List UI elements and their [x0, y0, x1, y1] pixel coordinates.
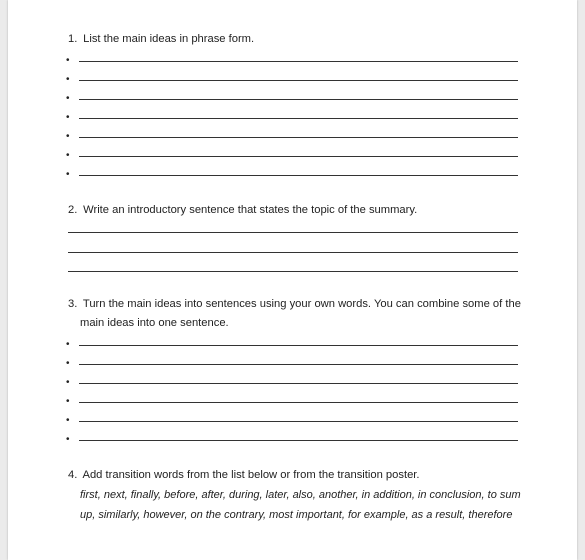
answer-rule: [79, 156, 518, 157]
bullet: •: [66, 396, 70, 407]
answer-rule: [79, 345, 518, 346]
question-1: [68, 30, 254, 49]
bullet: •: [66, 112, 70, 123]
answer-rule: [79, 402, 518, 403]
question-4-number: 4.: [68, 469, 78, 481]
answer-rule: [68, 252, 518, 253]
question-2-number: 2.: [68, 204, 78, 216]
question-3: [68, 295, 521, 314]
bulleted-answer-line: [66, 169, 518, 179]
question-4-prompt: Add transition words from the list below or from the transition poster.: [82, 469, 420, 481]
answer-rule: [79, 383, 518, 384]
answer-rule: [68, 271, 518, 272]
answer-rule: [79, 440, 518, 441]
bullet: •: [66, 55, 70, 66]
bullet: •: [66, 169, 70, 180]
bullet: •: [66, 93, 70, 104]
question-3-prompt-line-2: main ideas into one sentence.: [80, 317, 229, 329]
question-1-prompt: List the main ideas in phrase form.: [83, 33, 255, 45]
bulleted-answer-line: [66, 93, 518, 103]
bullet: •: [66, 131, 70, 142]
transition-words-line-2: up, similarly, however, on the contrary, most important, for example, as a result, therefore: [80, 509, 513, 521]
answer-rule: [79, 175, 518, 176]
question-2-prompt: Write an introductory sentence that states the topic of the summary.: [83, 204, 418, 216]
answer-rule: [68, 232, 518, 233]
bullet: •: [66, 434, 70, 445]
answer-rule: [79, 80, 518, 81]
bullet: •: [66, 358, 70, 369]
bullet: •: [66, 339, 70, 350]
question-3-number: 3.: [68, 298, 78, 310]
answer-rule: [79, 421, 518, 422]
worksheet-page: [8, 0, 577, 560]
answer-rule: [79, 137, 518, 138]
bulleted-answer-line: [66, 358, 518, 368]
bulleted-answer-line: [66, 112, 518, 122]
bulleted-answer-line: [66, 339, 518, 349]
bullet: •: [66, 74, 70, 85]
bulleted-answer-line: [66, 131, 518, 141]
transition-words-line-1: first, next, finally, before, after, during, later, also, another, in addition, in conclusion, to sum: [80, 489, 521, 501]
answer-rule: [79, 99, 518, 100]
bullet: •: [66, 415, 70, 426]
question-2: [68, 201, 417, 220]
answer-rule: [79, 61, 518, 62]
bulleted-answer-line: [66, 396, 518, 406]
bullet: •: [66, 150, 70, 161]
bulleted-answer-line: [66, 150, 518, 160]
question-4: [68, 466, 420, 485]
question-3-prompt-line-1: Turn the main ideas into sentences using your own words. You can combine some of the: [82, 298, 521, 310]
question-1-number: 1.: [68, 33, 78, 45]
bulleted-answer-line: [66, 55, 518, 65]
bulleted-answer-line: [66, 434, 518, 444]
answer-rule: [79, 364, 518, 365]
bulleted-answer-line: [66, 415, 518, 425]
bulleted-answer-line: [66, 377, 518, 387]
bulleted-answer-line: [66, 74, 518, 84]
bullet: •: [66, 377, 70, 388]
answer-rule: [79, 118, 518, 119]
